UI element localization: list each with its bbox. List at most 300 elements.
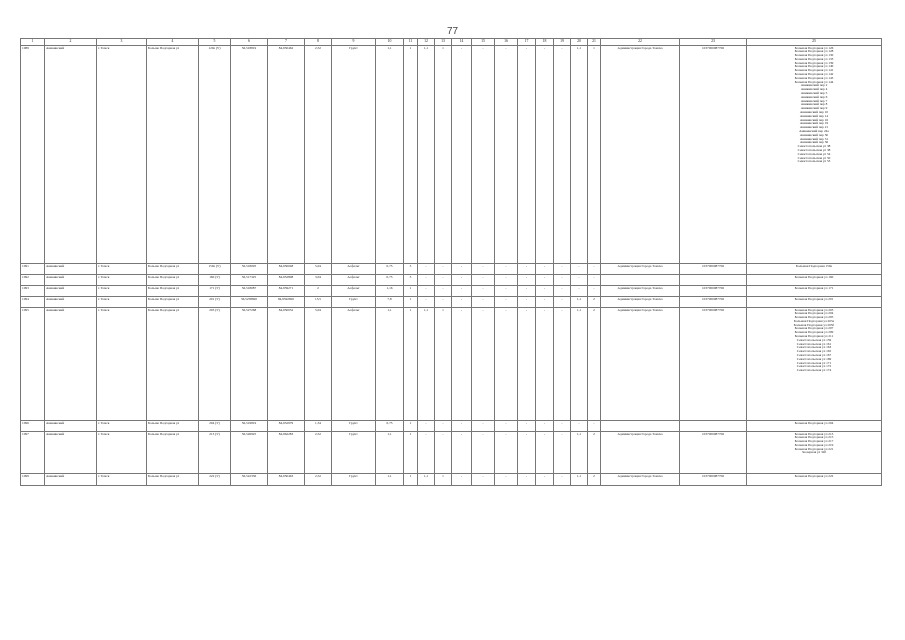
column-number-cell: 20 (571, 39, 588, 46)
table-cell: г. Томск (97, 264, 147, 275)
table-cell: 3 (404, 264, 418, 275)
table-cell: Администрация Города Томска (601, 308, 680, 421)
table-cell: - (452, 286, 472, 297)
table-body (21, 39, 882, 486)
table-cell: Аникинский (45, 275, 97, 286)
table-cell: - (536, 297, 554, 308)
address-line: Аникинский пер 24а (799, 129, 829, 134)
table-row (21, 286, 882, 297)
table-cell: Больше Подгорная ул (147, 421, 199, 432)
address-line: Большая Подгорная ул 213 (794, 431, 834, 436)
table-cell: 56,518095 (231, 264, 268, 275)
address-line: Аникинский пер 21 (799, 125, 829, 130)
table-cell: 1037000087706 (680, 297, 747, 308)
table-cell: Аникинский (45, 474, 97, 486)
table-cell: - (472, 275, 495, 286)
address-line: Севастопольская ул 163 (796, 345, 832, 350)
address-line: Севастопольская ул 38 (797, 148, 831, 153)
table-cell: 3 (404, 275, 418, 286)
address-line: Аникинский пер 14 (799, 113, 829, 118)
table-cell: 1 (435, 474, 452, 486)
address-list-cell (747, 308, 882, 421)
address-line: Аникинский пер 16 (799, 117, 829, 122)
table-cell: 159а (У) (199, 264, 231, 275)
table-cell: - (554, 308, 571, 421)
address-line: Севастопольская ул 171 (796, 360, 832, 365)
address-line: Севастопольская ул 172 (796, 364, 832, 369)
table-cell: 2 (588, 308, 601, 421)
table-cell: - (518, 308, 536, 421)
table-cell: 1 (588, 46, 601, 264)
address-list-cell (747, 46, 882, 264)
address-line: Большая Подгорная ул 209 (794, 330, 834, 335)
table-cell: Администрация Города Томска (601, 432, 680, 474)
table-cell: Больше Подгорная ул (147, 264, 199, 275)
address-line: Большая Подгорная ул 171 (794, 285, 834, 290)
table-cell: - (518, 474, 536, 486)
address-line: Большая Подгорная ул 143 (794, 75, 834, 80)
table-cell: г. Томск (97, 474, 147, 486)
address-line: Аникинский пер 8 (800, 102, 828, 107)
table-cell: - (452, 308, 472, 421)
table-cell: - (495, 308, 518, 421)
column-number-cell: 7 (268, 39, 305, 46)
table-cell: Администрация Города Томска (601, 264, 680, 275)
table-cell: 56,5258820 (231, 297, 268, 308)
table-cell: - (452, 275, 472, 286)
table-cell: Грунт (332, 421, 376, 432)
address-line: Большая Подгорная ул 217 (794, 439, 834, 444)
table-cell: 2 (588, 297, 601, 308)
column-number-cell: 21 (588, 39, 601, 46)
address-line: Севастопольская ул 54 (797, 151, 831, 156)
address-line: Большая Подгорная ул 215 (794, 435, 834, 440)
address-line: Севастопольская ул 50 (797, 155, 831, 160)
address-line: Севастопольская ул 167 (796, 353, 832, 358)
address-line: Большая Подгорная 159а (795, 263, 833, 268)
table-cell: - (554, 474, 571, 486)
table-cell: 204 (У) (199, 421, 231, 432)
table-cell: - (554, 297, 571, 308)
table-cell: 1,1 (376, 46, 404, 264)
table-cell: Больше Подгорная ул (147, 474, 199, 486)
address-line: Севастопольская ул 169 (796, 356, 832, 361)
table-cell: 1 (404, 474, 418, 486)
table-row (21, 264, 882, 275)
column-number-cell: 13 (435, 39, 452, 46)
address-line: Большая Подгорная ул 130 (794, 53, 834, 58)
table-cell: 201 (У) (199, 297, 231, 308)
table-cell: 1095 (21, 308, 45, 421)
table-row (21, 308, 882, 421)
table-cell: 1 (435, 308, 452, 421)
table-cell: 56,518819 (231, 46, 268, 264)
table-cell: 3,04 (305, 275, 332, 286)
table-cell: - (495, 264, 518, 275)
table-cell: - (571, 275, 588, 286)
table-cell: 5,04 (305, 308, 332, 421)
column-number-cell: 18 (536, 39, 554, 46)
table-cell: - (495, 432, 518, 474)
table-cell: 1,1 (418, 308, 435, 421)
table-cell: - (435, 297, 452, 308)
address-line: Большая Подгорная ул 126 (794, 45, 834, 50)
table-cell: - (452, 474, 472, 486)
table-cell: - (452, 46, 472, 264)
table-cell: - (536, 308, 554, 421)
column-number-cell: 4 (147, 39, 199, 46)
column-number-cell: 2 (45, 39, 97, 46)
table-cell: Больше Подгорная ул (147, 46, 199, 264)
table-cell: Асфальт (332, 264, 376, 275)
table-cell: - (588, 286, 601, 297)
table-cell: 2,52 (305, 474, 332, 486)
address-line: Большая Подгорная ул 219 (794, 442, 834, 447)
table-cell: - (472, 432, 495, 474)
table-cell: 1089 (21, 46, 45, 264)
address-line: Большая Подгорная ул 133 (794, 56, 834, 61)
table-cell: - (536, 421, 554, 432)
table-cell: - (418, 275, 435, 286)
table-cell: - (518, 46, 536, 264)
table-cell: 84,950052 (268, 308, 305, 421)
address-line: Большая Подгорная ул 139 (794, 60, 834, 65)
column-number-cell: 17 (518, 39, 536, 46)
column-number-cell: 1 (21, 39, 45, 46)
table-cell: - (536, 264, 554, 275)
address-line: Аникинский пер 6 (800, 94, 828, 99)
table-cell: - (518, 275, 536, 286)
address-line: Аникинский пер 9 (800, 106, 828, 111)
table-cell: 56,522336 (231, 474, 268, 486)
table-row (21, 297, 882, 308)
address-list-cell (747, 275, 882, 286)
table-cell: - (418, 286, 435, 297)
table-cell: - (452, 264, 472, 275)
table-cell: - (418, 421, 435, 432)
column-number-cell: 11 (404, 39, 418, 46)
table-cell: Аникинский (45, 432, 97, 474)
table-cell: - (418, 264, 435, 275)
address-list-cell (747, 286, 882, 297)
table-cell: Администрация Города Томска (601, 46, 680, 264)
table-cell: - (435, 264, 452, 275)
address-line: Аникинский пер 36 (799, 140, 829, 145)
table-cell: Администрация Города Томска (601, 474, 680, 486)
address-line: Большая Подгорная ул 205 (794, 315, 834, 320)
table-cell: Грунт (332, 297, 376, 308)
table-cell: 1,1 (376, 474, 404, 486)
table-row (21, 432, 882, 474)
table-cell: 1096 (21, 421, 45, 432)
table-cell: 1 (404, 432, 418, 474)
column-number-cell: 8 (305, 39, 332, 46)
address-line: Большая Подгорная ул 160 (794, 274, 834, 279)
table-cell: г. Томск (97, 432, 147, 474)
table-row (21, 474, 882, 486)
column-number-cell: 15 (472, 39, 495, 46)
table-cell: 0,75 (376, 264, 404, 275)
table-cell: 1,1 (418, 474, 435, 486)
table-cell: - (472, 46, 495, 264)
address-line: Аникинский пер 30 (799, 132, 829, 137)
table-cell: - (495, 474, 518, 486)
table-cell: - (495, 297, 518, 308)
table-cell: - (518, 297, 536, 308)
table-cell: 56,518087 (231, 286, 268, 297)
address-line: Аникинский пер 4 (800, 87, 828, 92)
column-number-cell: 19 (554, 39, 571, 46)
address-line: Большая Подгорная ул 204 (794, 311, 834, 316)
column-number-cell: 22 (601, 39, 680, 46)
table-cell (680, 421, 747, 432)
table-cell: - (554, 286, 571, 297)
address-line: Севастопольская ул 161 (796, 341, 832, 346)
address-line: Аникинский пер 7 (800, 98, 828, 103)
column-number-cell: 12 (418, 39, 435, 46)
address-line: Большая Подгорная ул 211 (794, 334, 834, 339)
table-cell: Грунт (332, 474, 376, 486)
table-cell: - (518, 264, 536, 275)
column-number-cell: 3 (97, 39, 147, 46)
column-number-cell: 10 (376, 39, 404, 46)
table-cell: 84,952979 (268, 421, 305, 432)
table-cell: 2 (588, 474, 601, 486)
table-cell: 1 (435, 46, 452, 264)
registry-table (20, 38, 882, 486)
address-line: Большая Подгорная ул 203б (793, 322, 835, 327)
table-cell: 84,950048 (268, 264, 305, 275)
table-cell: 160 (У) (199, 275, 231, 286)
column-number-row (21, 39, 882, 46)
table-cell: - (571, 264, 588, 275)
table-cell: - (554, 46, 571, 264)
table-cell: - (418, 432, 435, 474)
table-cell: - (435, 421, 452, 432)
table-cell: 56,519819 (231, 421, 268, 432)
table-cell: 84,950463 (268, 474, 305, 486)
table-cell: - (435, 432, 452, 474)
table-cell: - (495, 275, 518, 286)
table-cell: Администрация Города Томска (601, 297, 680, 308)
table-cell: 1037000087706 (680, 432, 747, 474)
table-cell: 1091 (21, 264, 45, 275)
table-cell: Больше Подгорная ул (147, 286, 199, 297)
table-cell: 222 (У) (199, 474, 231, 486)
table-cell: 1037000087706 (680, 264, 747, 275)
table-cell: 1037000087706 (680, 474, 747, 486)
table-cell: 1,34 (305, 421, 332, 432)
table-cell: 13,5 (305, 297, 332, 308)
table-cell: 1 (404, 297, 418, 308)
table-cell: 84,959271 (268, 286, 305, 297)
table-cell: - (435, 275, 452, 286)
table-cell: 2,52 (305, 432, 332, 474)
table-cell: 1 (404, 308, 418, 421)
table-cell: - (536, 432, 554, 474)
address-line: Большая Подгорная ул 207 (794, 326, 834, 331)
table-cell: 84,962283 (268, 432, 305, 474)
table-cell: 1037000087706 (680, 46, 747, 264)
table-cell: 1 (404, 421, 418, 432)
table-cell: 1097 (21, 432, 45, 474)
table-cell: Больше Подгорная ул (147, 275, 199, 286)
table-cell (680, 275, 747, 286)
table-cell: 84,952808 (268, 275, 305, 286)
table-cell: Больше Подгорная ул (147, 297, 199, 308)
table-cell: 1037000087706 (680, 308, 747, 421)
table-cell: Аникинский (45, 286, 97, 297)
address-line: Большая Подгорная ул 142 (794, 72, 834, 77)
table-cell: - (536, 474, 554, 486)
table-cell: 1,1 (571, 432, 588, 474)
table-cell: 1099 (21, 474, 45, 486)
table-cell: 171 (У) (199, 286, 231, 297)
table-cell: - (588, 264, 601, 275)
table-cell: Аникинский (45, 297, 97, 308)
table-cell: 56,517325 (231, 275, 268, 286)
table-cell: 1,1 (571, 297, 588, 308)
table-cell: - (536, 275, 554, 286)
table-cell: 1094 (21, 297, 45, 308)
table-cell: - (472, 421, 495, 432)
column-number-cell: 14 (452, 39, 472, 46)
table-cell: 1,1 (571, 46, 588, 264)
table-cell: Грунт (332, 432, 376, 474)
table-cell (601, 275, 680, 286)
table-cell: 1,1 (571, 474, 588, 486)
table-cell: - (418, 297, 435, 308)
table-cell: 120а (У) (199, 46, 231, 264)
address-list-cell (747, 474, 882, 486)
table-cell: Администрация Города Томска (601, 286, 680, 297)
table-cell: - (518, 286, 536, 297)
address-line: Аникинский пер 2 (800, 83, 828, 88)
table-cell: г. Томск (97, 46, 147, 264)
table-cell: - (452, 297, 472, 308)
address-line: Большая Подгорная ул 204 (794, 420, 834, 425)
table-cell: Аникинский (45, 46, 97, 264)
column-number-cell: 5 (199, 39, 231, 46)
table-cell: - (554, 264, 571, 275)
table-row (21, 46, 882, 264)
table-cell: 1,1 (376, 308, 404, 421)
table-cell: 2 (305, 286, 332, 297)
table-cell: 1 (404, 286, 418, 297)
table-cell: Асфальт (332, 275, 376, 286)
table-cell: - (472, 286, 495, 297)
table-cell: - (554, 432, 571, 474)
table-cell: 84,9592820 (268, 297, 305, 308)
address-list-cell (747, 421, 882, 432)
table-cell: 203 (У) (199, 308, 231, 421)
table-cell: - (435, 286, 452, 297)
address-line: Аникинский пер 19 (799, 121, 829, 126)
table-cell: г. Томск (97, 308, 147, 421)
address-line: Большая Подгорная ул 144 (794, 79, 834, 84)
address-line: Севастопольская ул 159 (796, 337, 832, 342)
address-list-cell (747, 432, 882, 474)
table-cell: - (571, 286, 588, 297)
table-cell: г. Томск (97, 297, 147, 308)
table-cell: - (554, 421, 571, 432)
table-cell: - (472, 297, 495, 308)
table-cell: - (554, 275, 571, 286)
table-cell: г. Томск (97, 421, 147, 432)
table-cell: Асфальт (332, 308, 376, 421)
address-line: Большая Подгорная ул 140 (794, 64, 834, 69)
table-cell: 1092 (21, 275, 45, 286)
table-cell: 2 (588, 432, 601, 474)
table-cell: - (452, 432, 472, 474)
address-list-cell (747, 264, 882, 275)
table-cell: - (588, 421, 601, 432)
table-cell: - (472, 264, 495, 275)
address-line: Большая Подгорная ул 128 (794, 49, 834, 54)
table-cell: 5,04 (305, 264, 332, 275)
table-cell: Аникинский (45, 264, 97, 275)
table-cell: - (536, 46, 554, 264)
table-cell: - (536, 286, 554, 297)
table-cell: Больше Подгорная ул (147, 308, 199, 421)
table-cell: - (495, 46, 518, 264)
column-number-cell: 25 (747, 39, 882, 46)
address-line: Севастопольская ул 38 (797, 144, 831, 149)
table-cell: Асфальт (332, 286, 376, 297)
table-cell: г. Томск (97, 286, 147, 297)
table-row (21, 275, 882, 286)
table-cell: 0,75 (376, 421, 404, 432)
address-line: Большая Подгорная ул 221 (794, 446, 834, 451)
address-line: Заозерная ул 34б (801, 450, 827, 455)
table-cell: 1037000087706 (680, 286, 747, 297)
column-number-cell: 6 (231, 39, 268, 46)
table-row (21, 421, 882, 432)
column-number-cell: 9 (332, 39, 376, 46)
address-line: Большая Подгорная ул 203а (793, 318, 835, 323)
table-cell: 56,527268 (231, 308, 268, 421)
column-number-cell: 23 (680, 39, 747, 46)
address-list-cell (747, 297, 882, 308)
table-cell: Больше Подгорная ул (147, 432, 199, 474)
table-cell (601, 421, 680, 432)
table-cell: Аникинский (45, 421, 97, 432)
address-line: Аникинский пер 31 (799, 136, 829, 141)
table-cell: - (518, 421, 536, 432)
table-cell: - (472, 308, 495, 421)
page-number: 77 (446, 26, 459, 37)
table-cell: - (571, 421, 588, 432)
table-cell: 1,16 (376, 286, 404, 297)
table-cell: 56,526925 (231, 432, 268, 474)
address-line: Большая Подгорная ул 222 (794, 473, 834, 478)
table-cell: 1,1 (376, 432, 404, 474)
table-cell: - (452, 421, 472, 432)
column-number-cell: 16 (495, 39, 518, 46)
address-line: Севастопольская ул 53 (797, 159, 831, 164)
table-cell: 0,75 (376, 275, 404, 286)
table-cell: - (495, 421, 518, 432)
address-line: Аникинский пер 5 (800, 91, 828, 96)
table-cell: 1,1 (571, 308, 588, 421)
table-cell: г. Томск (97, 275, 147, 286)
table-cell: 1093 (21, 286, 45, 297)
table-cell: 1 (404, 46, 418, 264)
table-cell: - (472, 474, 495, 486)
table-cell: - (588, 275, 601, 286)
address-line: Большая Подгорная ул 141 (794, 68, 834, 73)
table-cell: 84,950462 (268, 46, 305, 264)
